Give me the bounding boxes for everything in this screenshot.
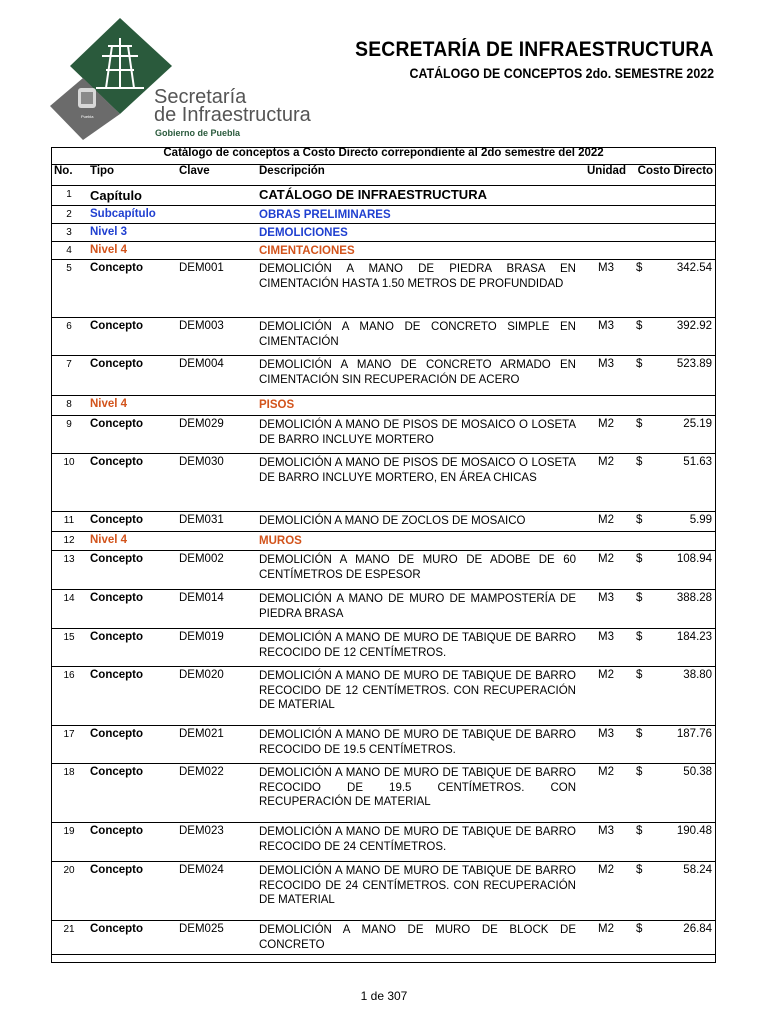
cell-descripcion: DEMOLICIONES <box>256 224 584 242</box>
cell-tipo: Concepto <box>87 667 176 726</box>
cell-descripcion: DEMOLICIÓN A MANO DE PIEDRA BRASA EN CIMENTACIÓN HASTA 1.50 METROS DE PROFUNDIDAD <box>256 260 584 318</box>
cell-costo <box>650 396 716 416</box>
cell-costo <box>650 242 716 260</box>
cell-tipo: Concepto <box>87 416 176 454</box>
cell-currency: $ <box>628 629 650 667</box>
cell-no: 4 <box>51 242 87 260</box>
table-row <box>51 260 716 318</box>
cell-costo <box>650 206 716 224</box>
cell-tipo: Nivel 4 <box>87 532 176 551</box>
cell-currency <box>628 242 650 260</box>
shield-word: Puebla <box>81 114 94 119</box>
table-row <box>51 862 716 921</box>
cell-no: 10 <box>51 454 87 512</box>
col-header-costo: Costo Directo <box>628 165 716 186</box>
logo-graphic <box>50 18 325 140</box>
col-header-tipo: Tipo <box>87 165 176 186</box>
cell-tipo: Concepto <box>87 629 176 667</box>
cell-no: 16 <box>51 667 87 726</box>
cell-costo: 184.23 <box>650 629 716 667</box>
cell-descripcion: CATÁLOGO DE INFRAESTRUCTURA <box>256 186 584 206</box>
cell-no: 6 <box>51 318 87 356</box>
cell-unidad: M3 <box>584 318 628 356</box>
cell-clave: DEM023 <box>176 823 256 862</box>
cell-tipo: Nivel 4 <box>87 396 176 416</box>
cell-descripcion: MUROS <box>256 532 584 551</box>
cell-costo: 342.54 <box>650 260 716 318</box>
cell-costo: 5.99 <box>650 512 716 532</box>
cell-descripcion: DEMOLICIÓN A MANO DE MURO DE MAMPOSTERÍA DE PIEDRA BRASA <box>256 590 584 629</box>
cell-tipo: Capítulo <box>87 186 176 206</box>
cell-currency: $ <box>628 454 650 512</box>
page-title: SECRETARÍA DE INFRAESTRUCTURA <box>355 38 714 61</box>
cell-unidad <box>584 532 628 551</box>
cell-no: 11 <box>51 512 87 532</box>
table-row <box>51 764 716 823</box>
cell-descripcion: DEMOLICIÓN A MANO DE MURO DE BLOCK DE CONCRETO <box>256 921 584 955</box>
cell-clave: DEM029 <box>176 416 256 454</box>
cell-descripcion: DEMOLICIÓN A MANO DE MURO DE TABIQUE DE BARRO RECOCIDO DE 24 CENTÍMETROS. CON RECUPERACIÓN DE MATERIAL <box>256 862 584 921</box>
cell-no: 13 <box>51 551 87 590</box>
cell-unidad <box>584 396 628 416</box>
cell-costo: 392.92 <box>650 318 716 356</box>
table-row <box>51 186 716 206</box>
col-header-no: No. <box>51 165 87 186</box>
cell-currency: $ <box>628 512 650 532</box>
cell-clave <box>176 186 256 206</box>
cell-tipo: Concepto <box>87 356 176 396</box>
table-row <box>51 416 716 454</box>
cell-unidad: M2 <box>584 862 628 921</box>
cell-tipo: Concepto <box>87 590 176 629</box>
cell-no: 9 <box>51 416 87 454</box>
cell-tipo: Concepto <box>87 921 176 955</box>
logo-gobierno: Gobierno de Puebla <box>155 128 241 138</box>
cell-tipo: Concepto <box>87 862 176 921</box>
cell-unidad <box>584 224 628 242</box>
table-row <box>51 629 716 667</box>
cell-clave: DEM031 <box>176 512 256 532</box>
cell-tipo: Concepto <box>87 551 176 590</box>
cell-descripcion: CIMENTACIONES <box>256 242 584 260</box>
table-row <box>51 242 716 260</box>
cell-costo: 108.94 <box>650 551 716 590</box>
table-row <box>51 512 716 532</box>
cell-costo: 187.76 <box>650 726 716 764</box>
cell-currency <box>628 186 650 206</box>
cell-no: 5 <box>51 260 87 318</box>
cell-clave <box>176 242 256 260</box>
cell-no: 17 <box>51 726 87 764</box>
cell-unidad: M2 <box>584 454 628 512</box>
cell-descripcion: DEMOLICIÓN A MANO DE MURO DE ADOBE DE 60 CENTÍMETROS DE ESPESOR <box>256 551 584 590</box>
cell-costo: 38.80 <box>650 667 716 726</box>
cell-no: 14 <box>51 590 87 629</box>
cell-clave <box>176 206 256 224</box>
cell-unidad: M2 <box>584 667 628 726</box>
cell-currency: $ <box>628 726 650 764</box>
table-row <box>51 921 716 955</box>
cell-currency <box>628 224 650 242</box>
cell-descripcion: DEMOLICIÓN A MANO DE MURO DE TABIQUE DE BARRO RECOCIDO DE 12 CENTÍMETROS. CON RECUPERACIÓN DE MATERIAL <box>256 667 584 726</box>
cell-descripcion: DEMOLICIÓN A MANO DE MURO DE TABIQUE DE BARRO RECOCIDO DE 19.5 CENTÍMETROS. <box>256 726 584 764</box>
cell-descripcion: DEMOLICIÓN A MANO DE PISOS DE MOSAICO O LOSETA DE BARRO INCLUYE MORTERO <box>256 416 584 454</box>
cell-unidad: M2 <box>584 921 628 955</box>
cell-no: 15 <box>51 629 87 667</box>
cell-descripcion: DEMOLICIÓN A MANO DE MURO DE TABIQUE DE BARRO RECOCIDO DE 24 CENTÍMETROS. <box>256 823 584 862</box>
cell-unidad: M3 <box>584 260 628 318</box>
cell-no: 7 <box>51 356 87 396</box>
cell-currency: $ <box>628 764 650 823</box>
cell-no: 21 <box>51 921 87 955</box>
cell-unidad <box>584 206 628 224</box>
cell-no: 2 <box>51 206 87 224</box>
page-number: 1 de 307 <box>360 989 408 1003</box>
cell-currency: $ <box>628 921 650 955</box>
cell-unidad: M3 <box>584 356 628 396</box>
table-row <box>51 318 716 356</box>
cell-tipo: Subcapítulo <box>87 206 176 224</box>
cell-unidad: M2 <box>584 416 628 454</box>
cell-clave: DEM019 <box>176 629 256 667</box>
cell-tipo: Nivel 3 <box>87 224 176 242</box>
cell-clave: DEM030 <box>176 454 256 512</box>
table-row <box>51 726 716 764</box>
cell-tipo: Concepto <box>87 318 176 356</box>
table-row <box>51 206 716 224</box>
cell-descripcion: DEMOLICIÓN A MANO DE PISOS DE MOSAICO O LOSETA DE BARRO INCLUYE MORTERO, EN ÁREA CHICAS <box>256 454 584 512</box>
cell-unidad: M3 <box>584 823 628 862</box>
cell-currency: $ <box>628 551 650 590</box>
cell-no: 3 <box>51 224 87 242</box>
cell-currency: $ <box>628 260 650 318</box>
cell-currency <box>628 532 650 551</box>
cell-clave <box>176 396 256 416</box>
cell-currency: $ <box>628 416 650 454</box>
col-header-clave: Clave <box>176 165 256 186</box>
table-row <box>51 667 716 726</box>
cell-descripcion: OBRAS PRELIMINARES <box>256 206 584 224</box>
shield-icon <box>78 88 96 108</box>
table-row <box>51 224 716 242</box>
cell-costo: 190.48 <box>650 823 716 862</box>
cell-costo: 26.84 <box>650 921 716 955</box>
cell-no: 12 <box>51 532 87 551</box>
table-header-row <box>51 165 716 186</box>
cell-descripcion: DEMOLICIÓN A MANO DE CONCRETO ARMADO EN CIMENTACIÓN SIN RECUPERACIÓN DE ACERO <box>256 356 584 396</box>
cell-costo: 25.19 <box>650 416 716 454</box>
logo-text-line1: Secretaría <box>154 86 247 108</box>
cell-tipo: Nivel 4 <box>87 242 176 260</box>
cell-descripcion: DEMOLICIÓN A MANO DE MURO DE TABIQUE DE BARRO RECOCIDO DE 19.5 CENTÍMETROS. CON RECUPERACIÓN DE MATERIAL <box>256 764 584 823</box>
cell-no: 19 <box>51 823 87 862</box>
cell-currency: $ <box>628 823 650 862</box>
cell-currency <box>628 206 650 224</box>
cell-unidad <box>584 186 628 206</box>
cell-clave: DEM003 <box>176 318 256 356</box>
table-row <box>51 590 716 629</box>
cell-costo: 50.38 <box>650 764 716 823</box>
cell-currency: $ <box>628 590 650 629</box>
cell-no: 18 <box>51 764 87 823</box>
cell-unidad: M2 <box>584 512 628 532</box>
cell-tipo: Concepto <box>87 454 176 512</box>
concepts-table <box>51 147 716 955</box>
table-caption: Catálogo de conceptos a Costo Directo correpondiente al 2do semestre del 2022 <box>51 147 716 165</box>
cell-costo: 388.28 <box>650 590 716 629</box>
page-subtitle: CATÁLOGO DE CONCEPTOS 2do. SEMESTRE 2022 <box>409 66 714 81</box>
table-row <box>51 454 716 512</box>
cell-clave: DEM004 <box>176 356 256 396</box>
cell-tipo: Concepto <box>87 764 176 823</box>
table-row <box>51 823 716 862</box>
table-row <box>51 532 716 551</box>
cell-clave: DEM021 <box>176 726 256 764</box>
secretaria-logo <box>50 18 325 140</box>
table-row <box>51 551 716 590</box>
cell-descripcion: DEMOLICIÓN A MANO DE MURO DE TABIQUE DE BARRO RECOCIDO DE 12 CENTÍMETROS. <box>256 629 584 667</box>
cell-clave: DEM022 <box>176 764 256 823</box>
cell-descripcion: DEMOLICIÓN A MANO DE ZOCLOS DE MOSAICO <box>256 512 584 532</box>
cell-unidad: M3 <box>584 726 628 764</box>
cell-costo: 51.63 <box>650 454 716 512</box>
cell-currency: $ <box>628 667 650 726</box>
cell-descripcion: DEMOLICIÓN A MANO DE CONCRETO SIMPLE EN CIMENTACIÓN <box>256 318 584 356</box>
cell-currency: $ <box>628 356 650 396</box>
cell-costo <box>650 224 716 242</box>
cell-no: 8 <box>51 396 87 416</box>
cell-tipo: Concepto <box>87 512 176 532</box>
cell-clave <box>176 532 256 551</box>
cell-unidad: M2 <box>584 551 628 590</box>
cell-no: 20 <box>51 862 87 921</box>
cell-tipo: Concepto <box>87 823 176 862</box>
cell-costo: 523.89 <box>650 356 716 396</box>
cell-currency: $ <box>628 862 650 921</box>
cell-currency <box>628 396 650 416</box>
cell-currency: $ <box>628 318 650 356</box>
table-row <box>51 356 716 396</box>
cell-no: 1 <box>51 186 87 206</box>
cell-costo <box>650 186 716 206</box>
cell-clave: DEM014 <box>176 590 256 629</box>
cell-unidad: M3 <box>584 590 628 629</box>
cell-tipo: Concepto <box>87 726 176 764</box>
cell-clave <box>176 224 256 242</box>
cell-clave: DEM020 <box>176 667 256 726</box>
cell-unidad: M2 <box>584 764 628 823</box>
cell-unidad <box>584 242 628 260</box>
table-row <box>51 396 716 416</box>
cell-clave: DEM025 <box>176 921 256 955</box>
cell-tipo: Concepto <box>87 260 176 318</box>
cell-unidad: M3 <box>584 629 628 667</box>
cell-clave: DEM002 <box>176 551 256 590</box>
cell-costo <box>650 532 716 551</box>
cell-clave: DEM001 <box>176 260 256 318</box>
cell-descripcion: PISOS <box>256 396 584 416</box>
cell-clave: DEM024 <box>176 862 256 921</box>
col-header-descripcion: Descripción <box>256 165 584 186</box>
col-header-unidad: Unidad <box>584 165 628 186</box>
cell-costo: 58.24 <box>650 862 716 921</box>
logo-text-line2: de Infraestructura <box>154 104 311 126</box>
